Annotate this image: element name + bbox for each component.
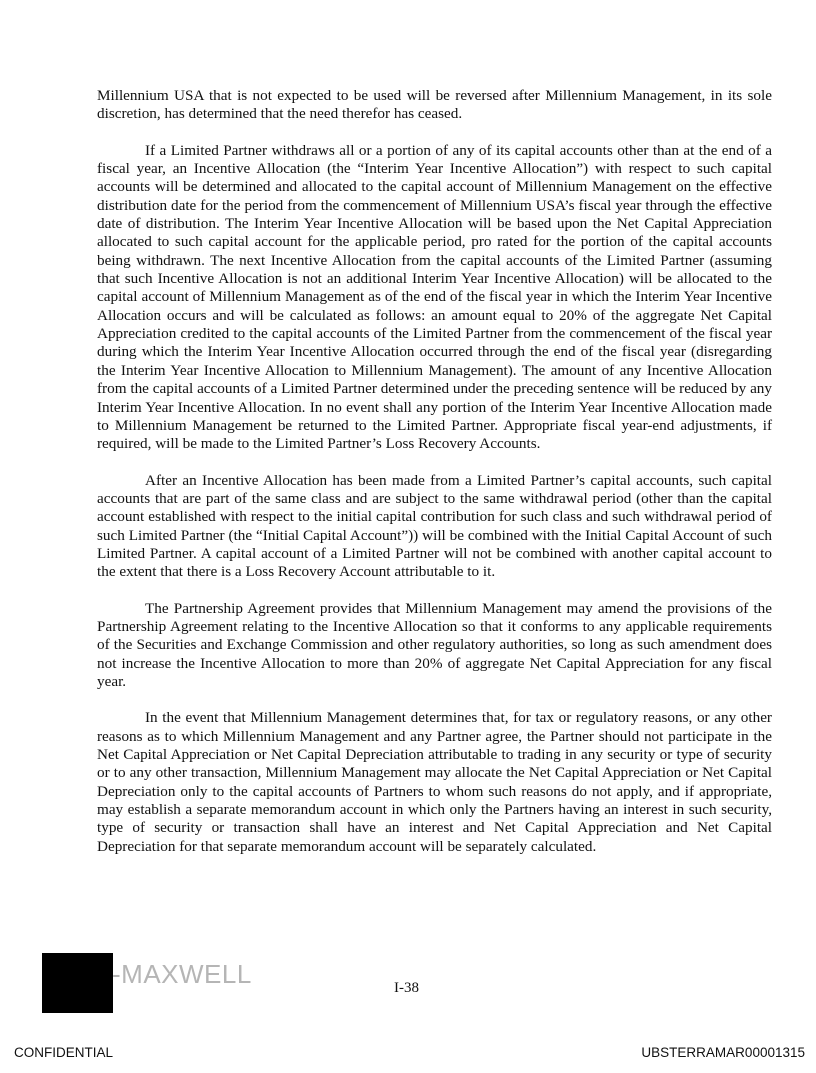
confidential-label: CONFIDENTIAL <box>14 1045 114 1060</box>
paragraph-amendment: The Partnership Agreement provides that Millennium Management may amend the provisions of the Partnership Agreement relating to the Incentive Allocation so that it conforms to any applicable requirements of the Securities and Exchange Commission and other regulatory authorities, so long as such amendment does not increase the Incentive Allocation to more than 20% of aggregate Net Capital Appreciation for any fiscal year. <box>97 599 772 690</box>
document-body <box>97 87 772 874</box>
exhibit-stamp: -MAXWELL <box>112 959 252 989</box>
paragraph-interim-allocation: If a Limited Partner withdraws all or a portion of any of its capital accounts other than at the end of a fiscal year, an Incentive Allocation (the “Interim Year Incentive Allocation”) with respect to such capital accounts will be determined and allocated to the capital account of Millennium Management on the effective distribution date for the period from the commencement of Millennium USA’s fiscal year through the effective date of distribution. The Interim Year Incentive Allocation will be based upon the Net Capital Appreciation allocated to such capital account for the applicable period, pro rated for the portion of the capital accounts being withdrawn. The next Incentive Allocation from the capital accounts of the Limited Partner (assuming that such Incentive Allocation is not an additional Interim Year Incentive Allocation) will be allocated to the capital account of Millennium Management as of the end of the fiscal year in which the Interim Year Incentive Allocation occurs and will be calculated as follows: an amount equal to 20% of the aggregate Net Capital Appreciation credited to the capital accounts of the Limited Partner from the commencement of the fiscal year during which the Interim Year Incentive Allocation occurred through the end of the fiscal year (disregarding the Interim Year Incentive Allocation to Millennium Management). The amount of any Incentive Allocation from the capital accounts of a Limited Partner determined under the preceding sentence will be reduced by any Interim Year Incentive Allocation. In no event shall any portion of the Interim Year Incentive Allocation made to Millennium Management be returned to the Limited Partner. Appropriate fiscal year-end adjustments, if required, will be made to the Limited Partner’s Loss Recovery Accounts. <box>97 141 772 453</box>
paragraph-capital-accounts: After an Incentive Allocation has been made from a Limited Partner’s capital accounts, such capital accounts that are part of the same class and are subject to the same withdrawal period (other than the capital account established with respect to the initial capital contribution for such class and such withdrawal period of such Limited Partner (the “Initial Capital Account”)) will be combined with the Initial Capital Account of such Limited Partner. A capital account of a Limited Partner will not be combined with another capital account to the extent that there is a Loss Recovery Account attributable to it. <box>97 471 772 581</box>
bates-number: UBSTERRAMAR00001315 <box>641 1045 805 1060</box>
paragraph-continuation: Millennium USA that is not expected to be used will be reversed after Millennium Management, in its sole discretion, has determined that the need therefor has ceased. <box>97 87 772 123</box>
page-number: I-38 <box>394 980 419 996</box>
redaction-box <box>42 953 113 1013</box>
paragraph-allocation-exclusion: In the event that Millennium Management determines that, for tax or regulatory reasons, or any other reasons as to which Millennium Management and any Partner agree, the Partner should not participate in the Net Capital Appreciation or Net Capital Depreciation attributable to trading in any security or type of security or to any other transaction, Millennium Management may allocate the Net Capital Appreciation or Net Capital Depreciation only to the capital accounts of Partners to whom such reasons do not apply, and if appropriate, may establish a separate memorandum account in which only the Partners having an interest in such security, type of security or transaction shall have an interest and Net Capital Appreciation and Net Capital Depreciation for that separate memorandum account will be separately calculated. <box>97 709 772 855</box>
